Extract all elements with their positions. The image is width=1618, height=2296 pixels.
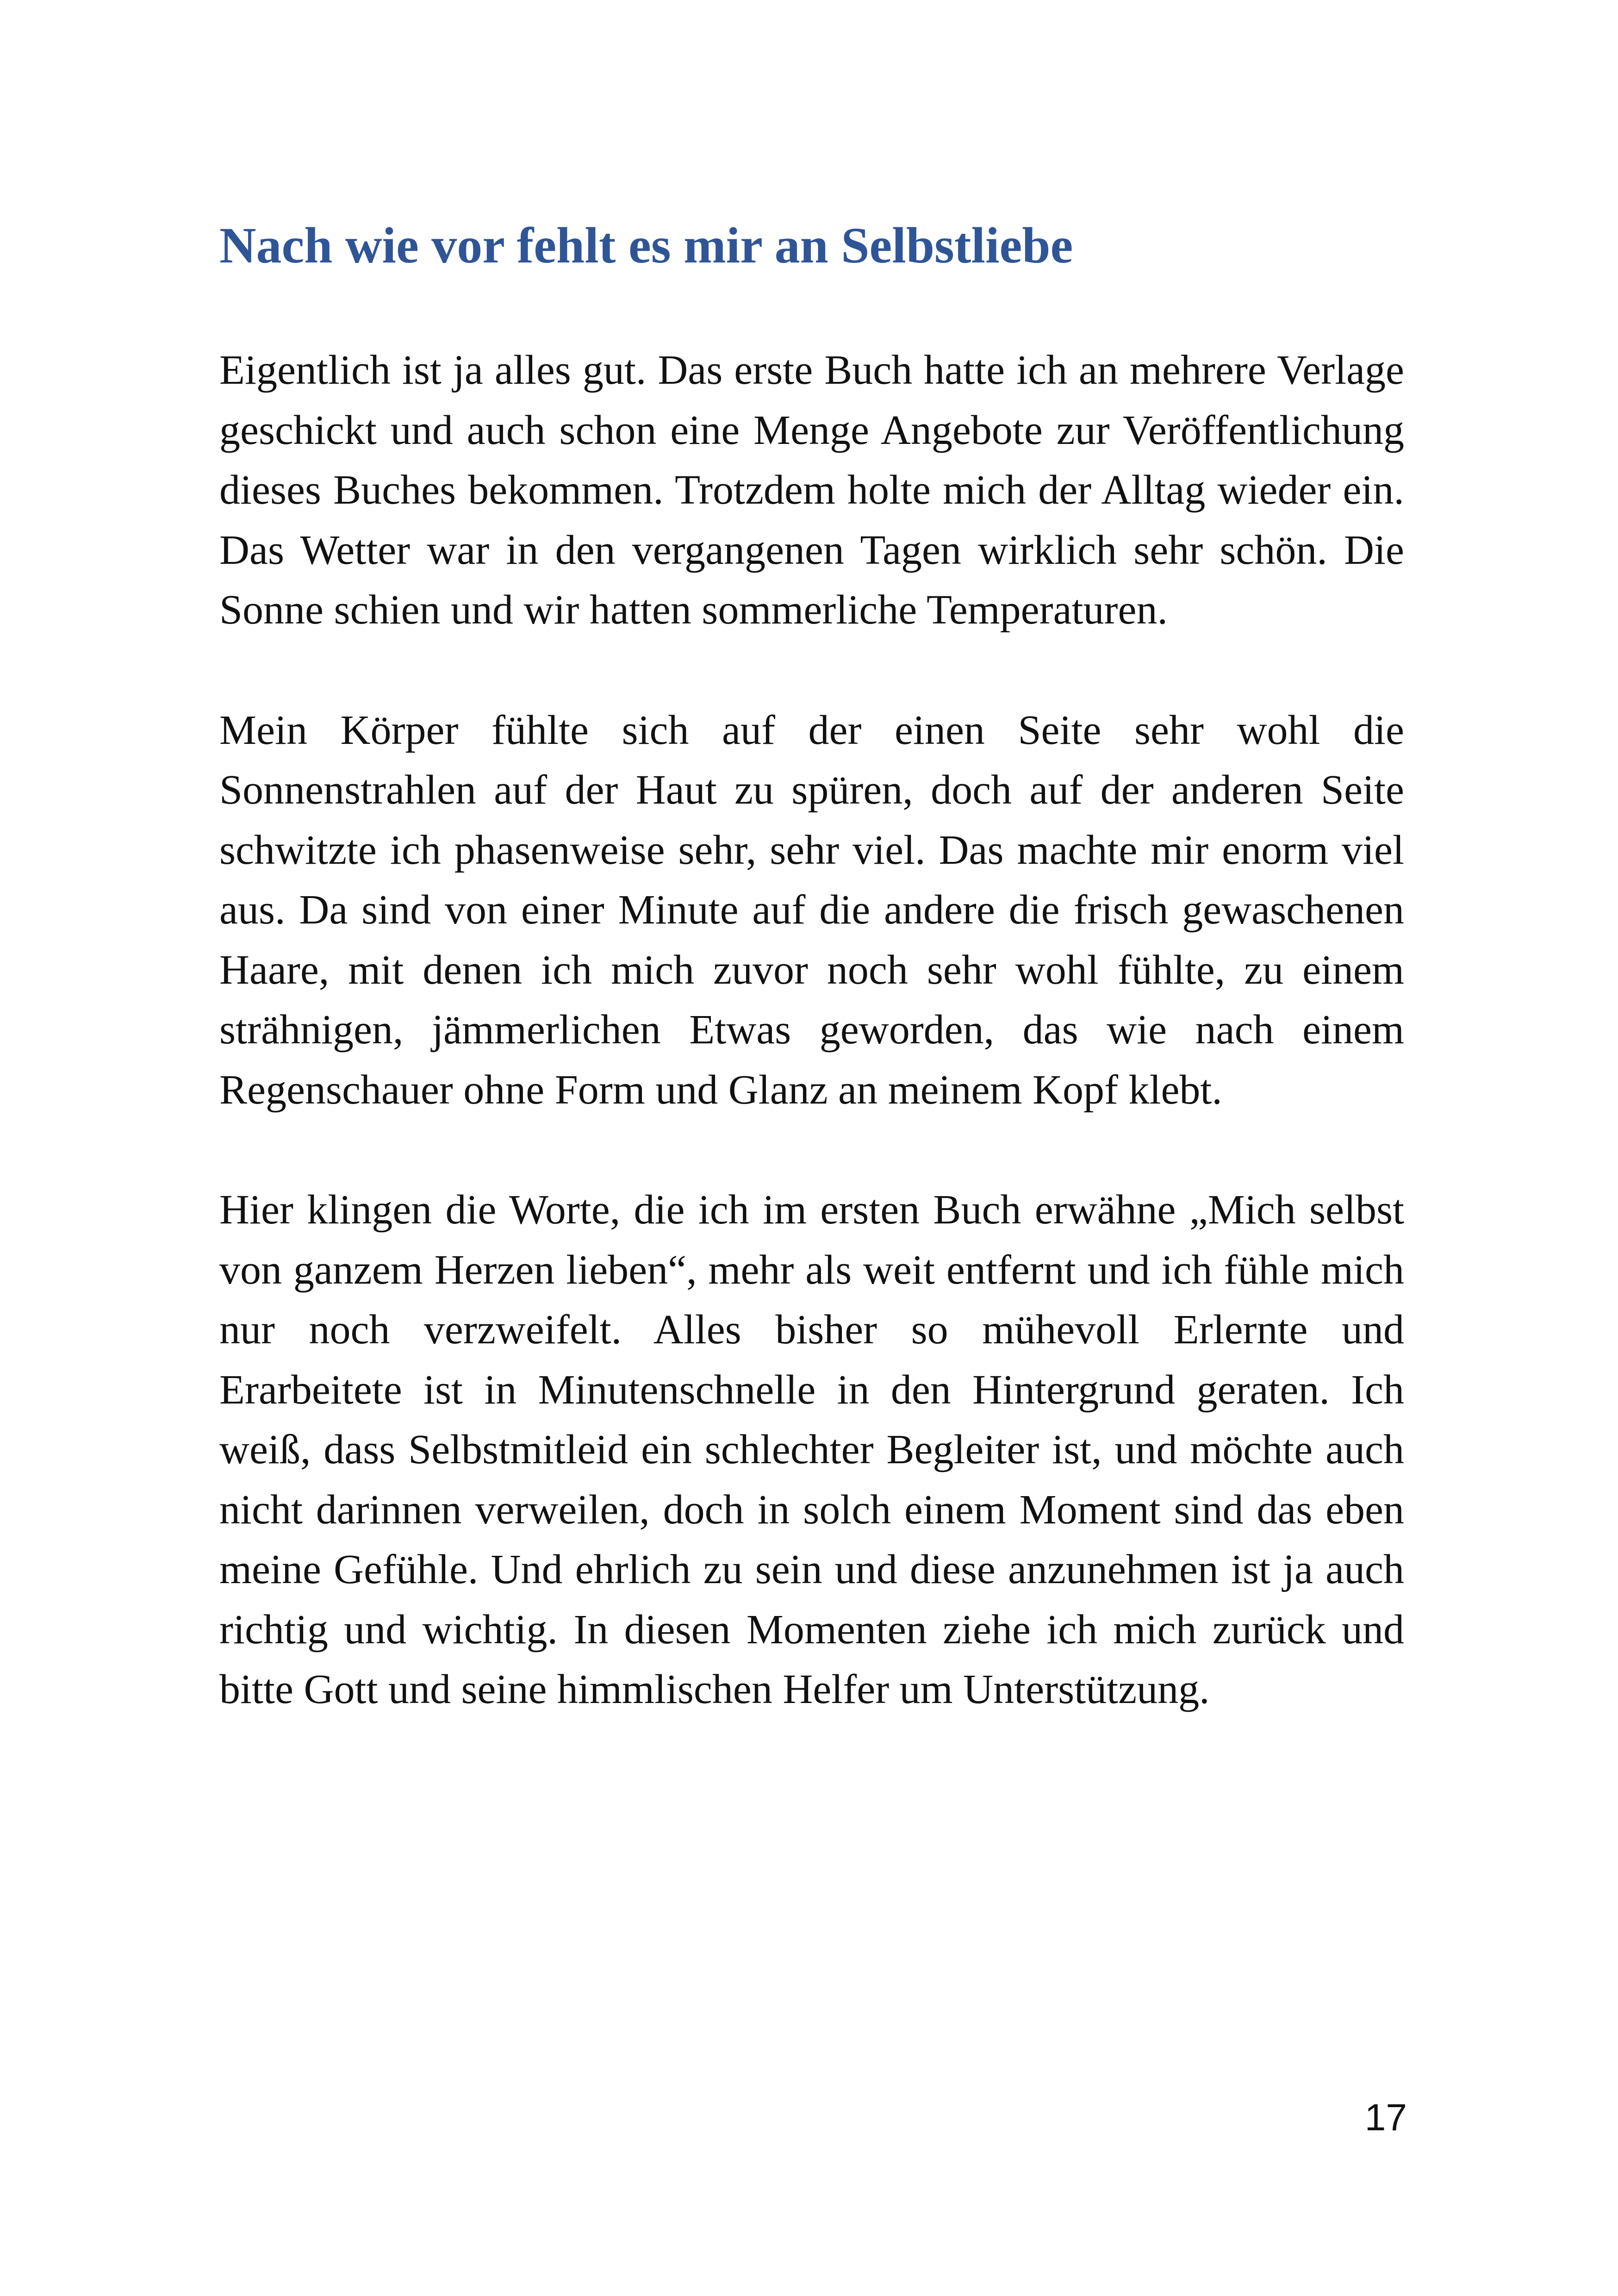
body-paragraph-2: Mein Körper fühlte sich auf der einen Seite sehr wohl die Sonnenstrahlen auf der Haut zu spüren, doch auf der anderen Seite schwitzte ich phasenweise sehr, sehr viel. Das machte mir enorm viel aus. Da sind von einer Minute auf die andere die frisch gewaschenen Haare, mit denen ich mich zuvor noch sehr wohl fühlte, zu einem strähnigen, jämmerlichen Etwas geworden, das wie nach einem Regenschauer ohne Form und Glanz an meinem Kopf klebt. (219, 707, 1404, 1113)
body-paragraph-1: Eigentlich ist ja alles gut. Das erste Buch hatte ich an mehrere Verlage geschickt und auch schon eine Menge Angebote zur Veröffentlichung dieses Buches bekommen. Trotzdem holte mich der Alltag wieder ein. Das Wetter war in den vergangenen Tagen wirklich sehr schön. Die Sonne schien und wir hatten sommerliche Temperaturen. (219, 347, 1404, 633)
body-paragraph-3: Hier klingen die Worte, die ich im ersten Buch erwähne „Mich selbst von ganzem Herzen lieben“, mehr als weit entfernt und ich fühle mich nur noch verzweifelt. Alles bisher so mühevoll Erlernte und Erarbeitete ist in Minutenschnelle in den Hintergrund geraten. Ich weiß, dass Selbstmitleid ein schlechter Begleiter ist, und möchte auch nicht darinnen verweilen, doch in solch einem Moment sind das eben meine Gefühle. Und ehrlich zu sein und diese anzunehmen ist ja auch richtig und wichtig. In diesen Momenten ziehe ich mich zurück und bitte Gott und seine himmlischen Helfer um Unterstützung. (219, 1187, 1404, 1712)
page-content (219, 211, 1404, 1720)
page-number: 17 (1364, 2096, 1407, 2139)
chapter-heading: Nach wie vor fehlt es mir an Selbstliebe (219, 217, 1073, 274)
